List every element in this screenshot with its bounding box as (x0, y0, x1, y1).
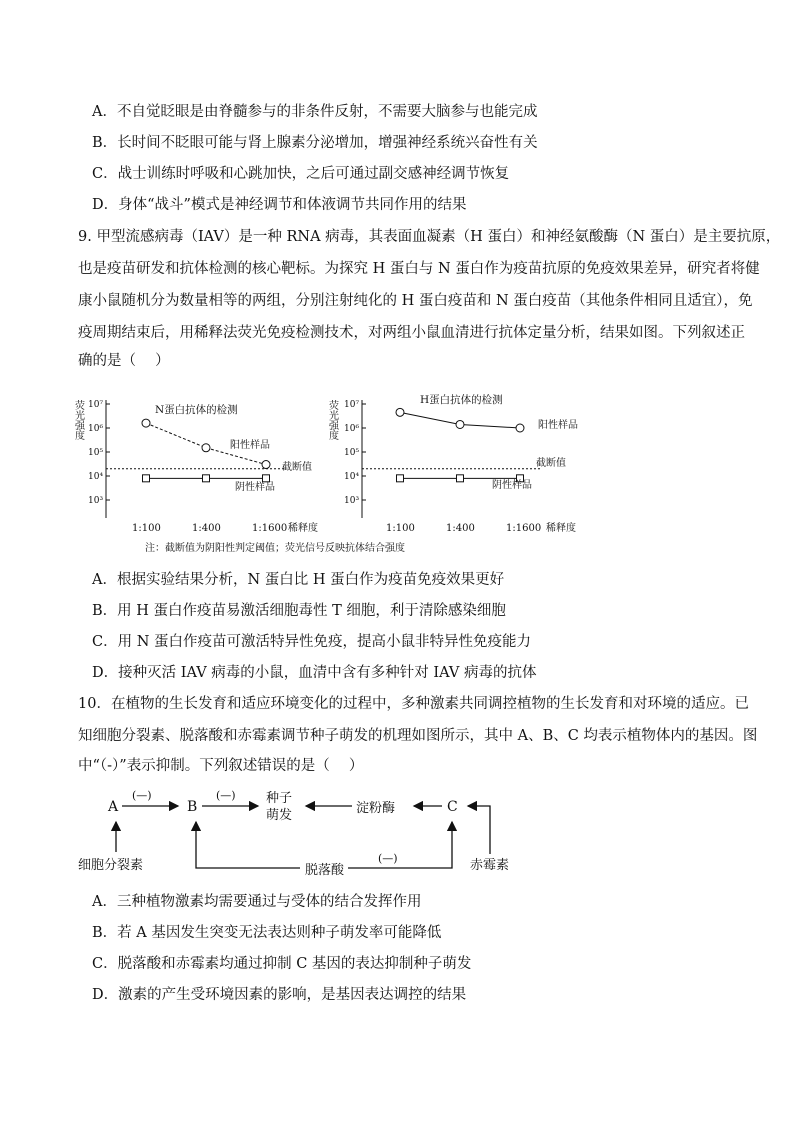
inhibit-aba-c: (—) (378, 852, 398, 865)
amylase-label: 淀粉酶 (356, 801, 396, 816)
right-ytick-label: 10³ (344, 496, 360, 506)
right-series-1-point (397, 475, 404, 482)
antibody-charts (70, 388, 610, 558)
right-ytick-label: 10⁵ (344, 448, 360, 458)
hormone-diagram (70, 784, 540, 879)
left-ytick-label: 10⁷ (88, 400, 104, 410)
right-series-0-point (396, 408, 404, 416)
left-xtick-label: 1:400 (192, 523, 221, 534)
q10-stem-line-2: 知细胞分裂素、脱落酸和赤霉素调节种子萌发的机理如图所示，其中 A、B、C 均表示植物体内的基因。图 (78, 728, 758, 744)
arrow-aba-to-c (348, 822, 452, 868)
seed-label-2: 萌发 (266, 808, 293, 823)
right-y-label: 荧光强度 (326, 400, 338, 440)
left-ytick-label: 10⁴ (88, 472, 104, 482)
q9-stem-line-1: 9. 甲型流感病毒（IAV）是一种 RNA 病毒，其表面血凝素（H 蛋白）和神经氨酸酶（N 蛋白）是主要抗原， (78, 229, 781, 245)
cytokinin-label: 细胞分裂素 (78, 858, 144, 873)
inhibit-b-seed: (—) (216, 789, 236, 802)
left-ytick-label: 10³ (88, 496, 104, 506)
q9-option-c: C．用 N 蛋白作疫苗可激活特异性免疫，提高小鼠非特异性免疫能力 (92, 634, 531, 650)
left-series-0-point (202, 444, 210, 452)
gene-a-label: A (108, 799, 119, 815)
q10-option-a: A．三种植物激素均需要通过与受体的结合发挥作用 (92, 894, 422, 910)
arrow-aba-to-b (196, 822, 300, 868)
right-ytick-label: 10⁷ (344, 400, 360, 410)
left-positive-label: 阳性样品 (230, 440, 270, 451)
left-x-label: 稀释度 (288, 523, 318, 534)
q8-option-d: D．身体“战斗”模式是神经调节和体液调节共同作用的结果 (92, 197, 467, 213)
right-negative-label: 阴性样品 (492, 480, 532, 491)
q8-option-b: B．长时间不眨眼可能与肾上腺素分泌增加，增强神经系统兴奋性有关 (92, 135, 538, 151)
gene-c-label: C (447, 799, 458, 815)
q9-option-a: A．根据实验结果分析，N 蛋白比 H 蛋白作为疫苗免疫效果更好 (92, 572, 505, 588)
right-xtick-label: 1:400 (446, 523, 475, 534)
left-xtick-label: 1:1600 (252, 523, 288, 534)
seed-label-1: 种子 (266, 791, 293, 806)
arrow-ga-to-c (468, 806, 490, 854)
left-cutoff-label: 截断值 (282, 462, 312, 473)
q10-option-c: C．脱落酸和赤霉素均通过抑制 C 基因的表达抑制种子萌发 (92, 956, 472, 972)
right-cutoff-label: 截断值 (536, 458, 566, 469)
left-chart-title: N蛋白抗体的检测 (155, 404, 238, 416)
q10-option-b: B．若 A 基因发生突变无法表达则种子萌发率可能降低 (92, 925, 442, 941)
left-series-1-point (203, 475, 210, 482)
q9-stem-line-5: 确的是（ ） (78, 353, 170, 369)
right-series-0-point (456, 420, 464, 428)
q8-option-c: C．战士训练时呼吸和心跳加快，之后可通过副交感神经调节恢复 (92, 166, 510, 182)
h-protein-chart (327, 393, 579, 534)
right-chart-title: H蛋白抗体的检测 (420, 394, 503, 406)
left-series-1-point (143, 475, 150, 482)
right-series-1-point (457, 475, 464, 482)
ga-label: 赤霉素 (470, 858, 510, 873)
right-ytick-label: 10⁴ (344, 472, 360, 482)
q9-option-b: B．用 H 蛋白作疫苗易激活细胞毒性 T 细胞，利于清除感染细胞 (92, 603, 506, 619)
q10-stem-line-3: 中“（-）”表示抑制。下列叙述错误的是（ ） (78, 758, 364, 774)
right-series-0-point (516, 424, 524, 432)
inhibit-a-b: (—) (132, 789, 152, 802)
right-xtick-label: 1:1600 (506, 523, 542, 534)
q9-stem-line-4: 疫周期结束后，用稀释法荧光免疫检测技术，对两组小鼠血清进行抗体定量分析，结果如图。下列叙述正 (78, 325, 745, 341)
q10-option-d: D．激素的产生受环境因素的影响，是基因表达调控的结果 (92, 987, 467, 1003)
left-ytick-label: 10⁶ (88, 424, 104, 434)
left-series-1-point (263, 475, 270, 482)
right-x-label: 稀释度 (546, 523, 576, 534)
right-ytick-label: 10⁶ (344, 424, 360, 434)
q9-option-d: D．接种灭活 IAV 病毒的小鼠，血清中含有多种针对 IAV 病毒的抗体 (92, 665, 537, 681)
q9-stem-line-2: 也是疫苗研发和抗体检测的核心靶标。为探究 H 蛋白与 N 蛋白作为疫苗抗原的免疫效果差异，研究者将健 (78, 261, 760, 277)
n-protein-chart (73, 399, 319, 534)
chart-note: 注：截断值为阴阳性判定阈值；荧光信号反映抗体结合强度 (145, 543, 405, 554)
left-ytick-label: 10⁵ (88, 448, 104, 458)
gene-b-label: B (187, 799, 198, 815)
left-negative-label: 阴性样品 (235, 482, 275, 493)
left-xtick-label: 1:100 (132, 523, 161, 534)
q9-stem-line-3: 康小鼠随机分为数量相等的两组，分别注射纯化的 H 蛋白疫苗和 N 蛋白疫苗（其他条件相同且适宜），免 (78, 293, 753, 309)
right-positive-label: 阳性样品 (538, 420, 578, 431)
left-series-0-point (142, 419, 150, 427)
right-xtick-label: 1:100 (386, 523, 415, 534)
left-y-label: 荧光强度 (72, 400, 84, 440)
aba-label: 脱落酸 (305, 863, 345, 878)
left-series-0-point (262, 461, 270, 469)
q10-stem-line-1: 10．在植物的生长发育和适应环境变化的过程中，多种激素共同调控植物的生长发育和对环境的适应。已 (78, 696, 749, 712)
q8-option-a: A．不自觉眨眼是由脊髓参与的非条件反射，不需要大脑参与也能完成 (92, 104, 538, 120)
